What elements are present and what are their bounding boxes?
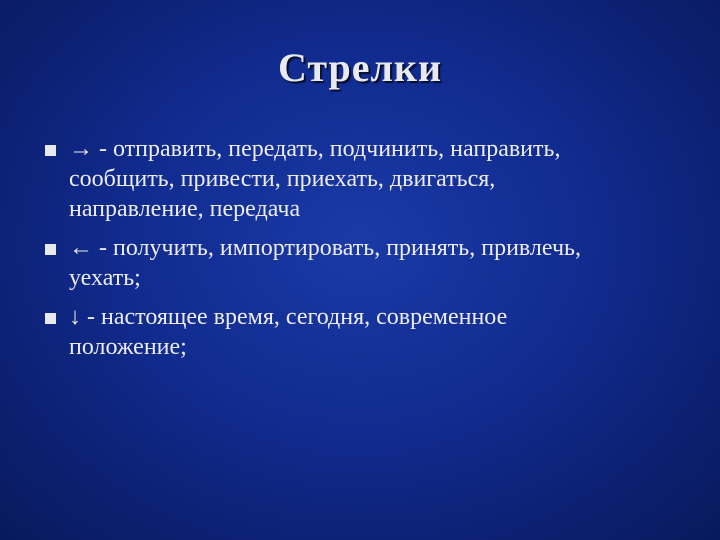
list-item <box>0 302 629 362</box>
list-item <box>0 134 629 224</box>
square-bullet-icon <box>45 145 56 156</box>
bullet-text: → - отправить, передать, подчинить, направить, сообщить, привести, приехать, двигаться, направление, передача <box>69 136 561 222</box>
bullet-list <box>0 134 720 371</box>
list-item <box>0 233 629 293</box>
slide-title: Стрелки <box>277 45 443 90</box>
square-bullet-icon <box>45 244 56 255</box>
bullet-text: ← - получить, импортировать, принять, привлечь, уехать; <box>69 235 581 291</box>
bullet-text: ↓ - настоящее время, сегодня, современное положение; <box>69 304 508 360</box>
square-bullet-icon <box>45 313 56 324</box>
